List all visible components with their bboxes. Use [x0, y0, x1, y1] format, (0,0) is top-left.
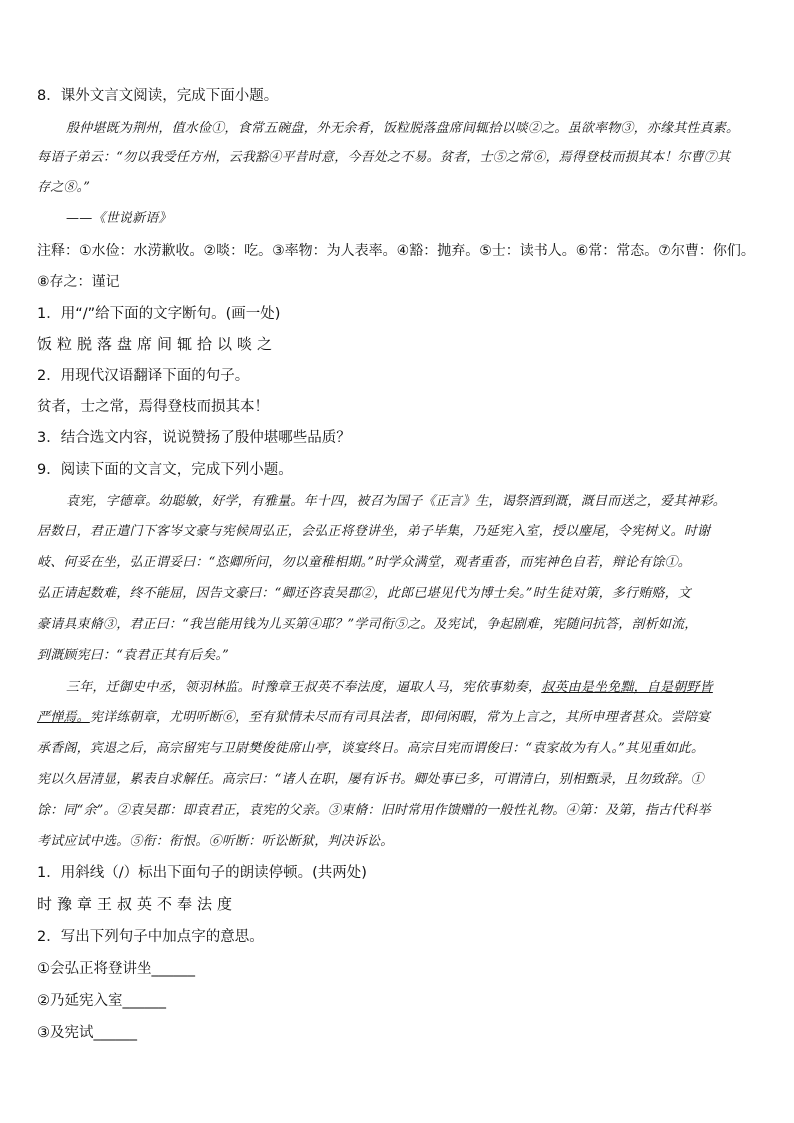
passage-9-line-7-text: 三年，迁御史中丞，领羽林监。时豫章王叔英不奉法度，逼取人马，宪依事劾奏，: [66, 680, 542, 695]
passage-9-line-4: 弘正请起数难，终不能屈，因告文豪曰：“卿还咨袁吴郡②，此郎已堪见代为博士矣。”时生徒对策，多行贿赂，文: [37, 586, 691, 601]
question-9-title: 9．阅读下面的文言文，完成下列小题。: [37, 462, 293, 478]
question-9-sub-2: 2．写出下列句子中加点字的意思。: [37, 929, 264, 945]
passage-9-line-7: [66, 676, 713, 695]
passage-8-line-2: 每语子弟云：“勿以我受任方州，云我豁④平昔时意，今吾处之不易。贫者，士⑤之常⑥，焉得登枝而损其本！尔曹⑦其: [37, 150, 731, 165]
question-8-title: 8．课外文言文阅读，完成下面小题。: [37, 88, 279, 104]
passage-9-line-10: 宪以久居清显，累表自求解任。高宗曰：“诸人在职，屡有诉书。卿处事已多，可谓清白，别相甄录，且勿致辞。①: [37, 772, 704, 787]
passage-9-line-2: 居数日，君正遣门下客岑文豪与宪候周弘正，会弘正将登讲坐，弟子毕集，乃延宪入室，授以麈尾，令宪树义。时谢: [37, 524, 711, 539]
passage-9-notes-line-1: 馀：同“余”。②袁吴郡：即袁君正，袁宪的父亲。③束脩：旧时常用作馈赠的一般性礼物。④第：及第，指古代科举: [37, 803, 711, 818]
passage-8-notes-line-1: 注释：①水俭：水涝歉收。②啖：吃。③率物：为人表率。④豁：抛弃。⑤士：读书人。⑥常：常态。⑦尔曹：你们。: [37, 243, 755, 259]
question-9-sub-1-text: 时豫章王叔英不奉法度: [37, 895, 238, 913]
question-9-item-b: ②乃延宪入室______: [37, 993, 166, 1009]
passage-9-line-8-text: 宪详练朝章，尤明听断⑥，至有狱情未尽而有司具法者，即伺闲暇，常为上言之，其所申理者甚众。尝陪宴: [89, 710, 711, 725]
passage-9-line-1: 袁宪，字德章。幼聪敏，好学，有雅量。年十四，被召为国子《正言》生，谒祭酒到溉，溉目而送之，爱其神彩。: [66, 494, 727, 509]
question-8-sub-2-text: 贫者，士之常，焉得登枝而损其本！: [37, 399, 269, 415]
passage-9-line-9: 承香阁，宾退之后，高宗留宪与卫尉樊俊徙席山亭，谈宴终日。高宗目宪而谓俊曰：“袁家故为有人。”其见重如此。: [37, 741, 705, 756]
passage-9-line-3: 岐、何妥在坐，弘正谓妥曰：“恣卿所问，勿以童稚相期。”时学众满堂，观者重沓，而宪神色自若，辩论有馀①。: [37, 555, 691, 570]
question-8-sub-1: 1．用“/”给下面的文字断句。(画一处): [37, 306, 281, 322]
question-8-sub-3: 3．结合选文内容，说说赞扬了殷仲堪哪些品质？: [37, 430, 351, 446]
passage-9-notes-line-2: 考试应试中选。⑤衔：衔恨。⑥听断：听讼断狱，判决诉讼。: [37, 834, 394, 849]
question-8-sub-1-text: 饭粒脱落盘席间辄拾以啖之: [37, 335, 278, 353]
passage-9-underlined-sentence-part-2: 严惮焉。: [37, 710, 90, 725]
passage-8-source: ——《世说新语》: [66, 211, 172, 226]
passage-9-underlined-sentence-part-1: 叔英由是坐免黜，自是朝野皆: [541, 680, 713, 695]
question-9-item-c: ③及宪试______: [37, 1025, 137, 1041]
question-8-sub-2: 2．用现代汉语翻译下面的句子。: [37, 368, 250, 384]
question-9-item-a: ①会弘正将登讲坐______: [37, 961, 195, 977]
passage-8-notes-line-2: ⑧存之：谨记: [37, 274, 120, 290]
passage-8-line-3: 存之⑧。”: [37, 180, 91, 195]
passage-9-line-8: [37, 706, 710, 725]
question-9-sub-1: 1．用斜线（/）标出下面句子的朗读停顿。(共两处): [37, 865, 367, 881]
passage-9-line-5: 豪请具束脩③，君正曰：“我岂能用钱为儿买第④耶？”学司衔⑤之。及宪试，争起剧难，宪随问抗答，剖析如流，: [37, 617, 698, 632]
passage-8-line-1: 殷仲堪既为荆州，值水俭①，食常五碗盘，外无余肴，饭粒脱落盘席间辄拾以啖②之。虽欲率物③，亦缘其性真素。: [66, 121, 740, 136]
passage-9-line-6: 到溉顾宪曰：“袁君正其有后矣。”: [37, 648, 229, 663]
